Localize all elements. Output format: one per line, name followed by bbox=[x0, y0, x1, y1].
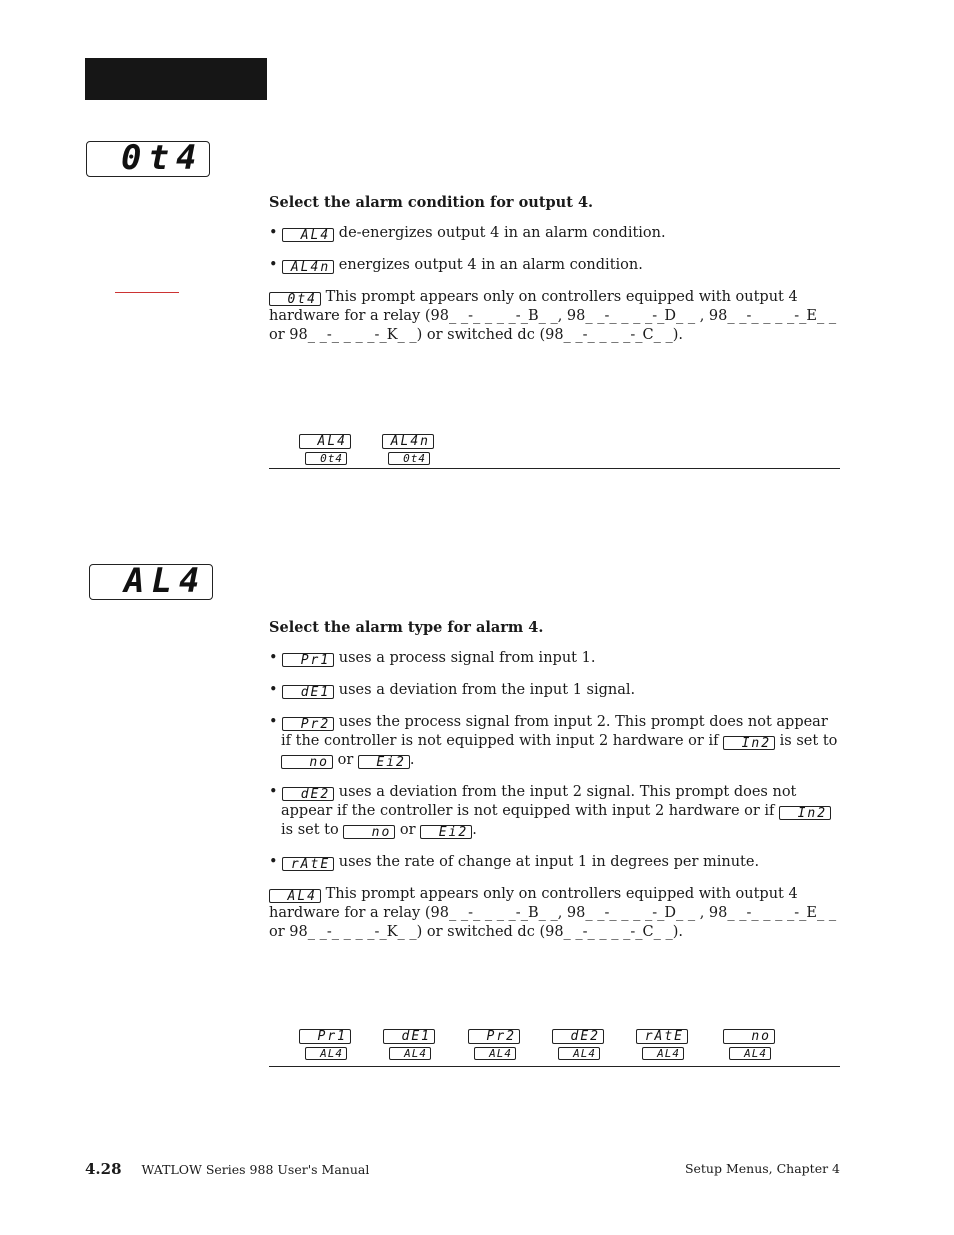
ot4-rule bbox=[269, 468, 840, 469]
ot4-heading: Select the alarm condition for output 4. bbox=[269, 194, 594, 211]
footer-left bbox=[85, 1160, 369, 1178]
led-al4n: AL4n bbox=[282, 260, 334, 274]
al4-option-de1: • dE1 uses a deviation from the input 1 signal. bbox=[269, 682, 636, 700]
ot4-combos: AL4 0t4 AL4n 0t4 bbox=[299, 434, 499, 474]
ot4-display-text: 0t4 bbox=[121, 138, 204, 178]
al4-combos: Pr1 AL4 dE1 AL4 Pr2 AL4 dE2 AL4 rAtE AL4 no AL4 bbox=[299, 1029, 779, 1069]
led-ot4: 0t4 bbox=[269, 292, 321, 306]
ot4-option-al4: • AL4 de-energizes output 4 in an alarm condition. bbox=[269, 225, 666, 243]
al4-heading: Select the alarm type for alarm 4. bbox=[269, 619, 544, 636]
ot4-display bbox=[86, 138, 210, 178]
al4-option-pr2: • Pr2 uses the process signal from input 2. This prompt does not appear if the controller is not equipped with input 2 hardware or if In2 is set to no or Ei2 . bbox=[269, 714, 838, 770]
margin-red-line bbox=[115, 292, 179, 293]
page-number: 4.28 bbox=[85, 1160, 122, 1178]
ot4-note: 0t4 This prompt appears only on controllers equipped with output 4 hardware for a relay (98_ _-_ _ _ _-_B_ _, 98_ _-_ _ _ _-_D_ _ , 98_ _-_ _ _ _-_E_ _ or 98_ _-_ _ _ _-_K_ _) or switched dc (98_ _-_ _ _ _-_C_ _). bbox=[269, 289, 837, 343]
ot4-section bbox=[269, 193, 841, 358]
manual-title: WATLOW Series 988 User's Manual bbox=[141, 1162, 370, 1177]
led-al4: AL4 bbox=[282, 228, 334, 242]
al4-display-text: AL4 bbox=[124, 561, 207, 601]
al4-display bbox=[89, 561, 213, 601]
al4-option-pr1: • Pr1 uses a process signal from input 1. bbox=[269, 650, 596, 668]
chapter-title: Setup Menus, Chapter 4 bbox=[684, 1161, 840, 1176]
al4-note: AL4 This prompt appears only on controllers equipped with output 4 hardware for a relay (98_ _-_ _ _ _-_B_ _, 98_ _-_ _ _ _-_D_ _ , 98_ _-_ _ _ _-_E_ _ or 98_ _-_ _ _ _-_K_ _) or switched dc (98_ _-_ _ _ _-_C_ _). bbox=[269, 886, 837, 940]
al4-option-de2: • dE2 uses a deviation from the input 2 signal. This prompt does not appear if the controller is not equipped with input 2 hardware or if In2 is set to no or Ei2 . bbox=[269, 783, 841, 840]
header-bar bbox=[85, 58, 267, 100]
al4-rule bbox=[269, 1066, 840, 1067]
al4-option-rate: • rAtE uses the rate of change at input 1 in degrees per minute. bbox=[269, 854, 760, 872]
al4-section bbox=[269, 618, 841, 955]
ot4-option-al4n: • AL4n energizes output 4 in an alarm condition. bbox=[269, 257, 643, 275]
